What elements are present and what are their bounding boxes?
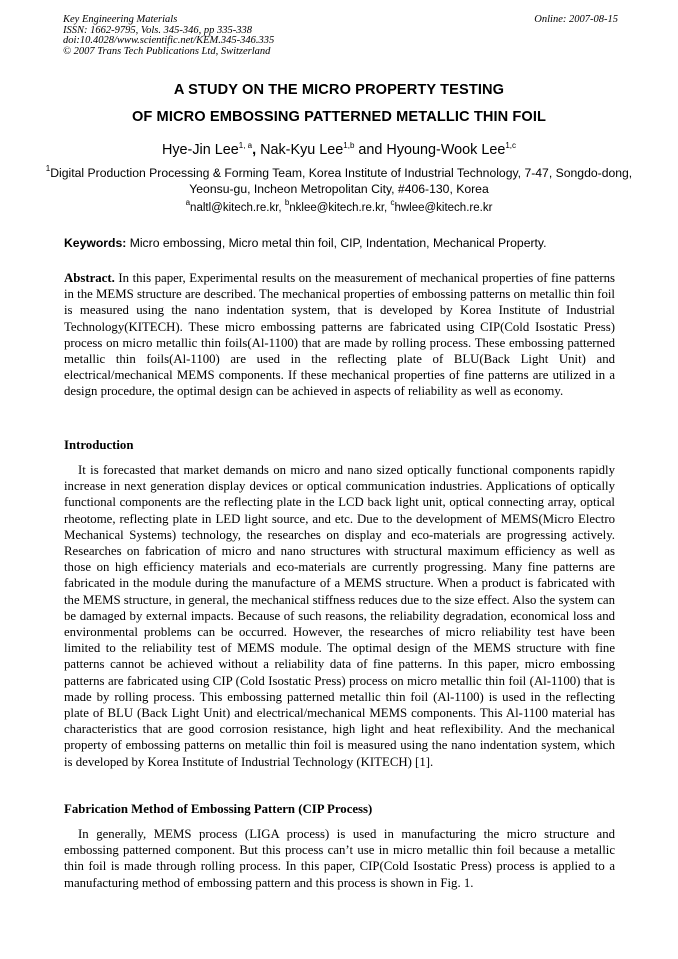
abstract [64, 270, 615, 400]
keywords-label: Keywords: [64, 236, 127, 250]
author-superscript: 1,c [505, 141, 517, 150]
author-superscript: 1, a [238, 141, 253, 150]
author-separator: , [252, 142, 257, 158]
copyright-line: © 2007 Trans Tech Publications Ltd, Switzerland [63, 45, 271, 57]
introduction-paragraph: It is forecasted that market demands on micro and nano sized optically functional components rapidly increase in next generation display devices or optical communication industries. Applications of optically functional components are the reflecting plate in the LCD back light unit, optical connecting array, optical rheotome, reflecting plate in LED light source, and etc. Due to the development of MEMS(Micro Electro Mechanical Systems) technology, the researches on display and eco-materials are progressing actively. Researches on fabrication of micro and nano structures with structural maximum efficiency as well as those on high efficiency materials and eco-materials are currently progressing. Many fine patterns are fabricated in the module during the manufacture of a MEMS structure. When a product is fabricated with the MEMS structure, in general, the mechanical stiffness reduces due to the size effect. Also the system can be damaged by external impacts. Because of such reasons, the reliability degradation, economical loss and environmental problems can be occurred. However, the researches of micro reliability test have been limited to the reliability test of MEMS module. The optimal design of the MEMS structure with fine patterns cannot be achieved without a reliability data of fine patterns. In this paper, micro embossing patterns are fabricated using CIP (Cold Isostatic Press) process on micro metallic thin foil (Al-1100) that is made by rolling process. This embossing patterned metallic thin foil (Al-1100) is used in the reflecting plate of BLU (Back Light Unit) and electrical/mechanical MEMS components. This Al-1100 material has characteristics that are good corrosion resistance, high light and heat reflexibility. And the mechanical property of embossing patterns on metallic thin foil is measured using the nano indentation system, which is developed by Korea Institute of Industrial Technology (KITECH) [1]. [64, 463, 615, 769]
author-name: Hyoung-Wook Lee [386, 142, 506, 158]
author-conjunction: and [354, 142, 387, 158]
author-emails [0, 198, 678, 214]
journal-name: Key Engineering Materials [63, 14, 178, 25]
email-superscript: a [185, 198, 191, 207]
author-list [0, 142, 678, 158]
journal-header [63, 15, 618, 57]
email-address: hwlee@kitech.re.kr [394, 202, 493, 214]
affiliation-text: Digital Production Processing & Forming Team, Korea Institute of Industrial Technology, 7-47, Songdo-dong, Yeonsu-gu, Incheon Metropolitan City, #406-130, Korea [50, 166, 633, 196]
issn-line: ISSN: 1662-9795, Vols. 345-346, pp 335-338 [63, 24, 252, 36]
section-heading-fabrication: Fabrication Method of Embossing Pattern (CIP Process) [64, 802, 373, 816]
affiliation [40, 165, 638, 197]
paper-title-line-1: A STUDY ON THE MICRO PROPERTY TESTING [173, 82, 505, 98]
author-name: Nak-Kyu Lee [256, 142, 344, 158]
online-date: Online: 2007-08-15 [534, 14, 618, 25]
author-name: Hye-Jin Lee [161, 142, 239, 158]
keywords-text: Micro embossing, Micro metal thin foil, CIP, Indentation, Mechanical Property. [126, 236, 547, 250]
fabrication-paragraph: In generally, MEMS process (LIGA process) is used in manufacturing the micro structure and embossing patterned component. But this process can’t use in micro metallic thin foil because a metallic thin foil is made through rolling process. In this paper, CIP(Cold Isostatic Press) process is applied to a manufacturing method of embossing pattern and this process is shown in Fig. 1. [64, 827, 615, 890]
section-heading-introduction: Introduction [64, 438, 134, 452]
doi-line: doi:10.4028/www.scientific.net/KEM.345-346.335 [63, 35, 275, 47]
affiliation-superscript: 1 [45, 164, 51, 173]
email-address: naltl@kitech.re.kr, [190, 202, 285, 214]
keywords [64, 236, 616, 250]
abstract-label: Abstract. [64, 271, 115, 285]
paper-title-line-2: OF MICRO EMBOSSING PATTERNED METALLIC THIN FOIL [131, 109, 547, 125]
email-superscript: c [390, 198, 395, 207]
email-address: nklee@kitech.re.kr, [289, 202, 391, 214]
author-superscript: 1,b [343, 141, 355, 150]
email-superscript: b [284, 198, 290, 207]
abstract-text: In this paper, Experimental results on the measurement of mechanical properties of fine patterns in the MEMS structure are described. The mechanical properties of embossing patterns on metallic thin foil is measured using the nano indentation system, that is developed by Korea Institute of Industrial Technology(KITECH). These micro embossing patterns are fabricated using CIP(Cold Isostatic Press) process on micro metallic thin foils(Al-1100) that are made by rolling process. These embossing patterned metallic thin foils(Al-1100) are used in the reflecting plate of BLU(Back Light Unit) and electrical/mechanical MEMS components. If these mechanical properties of fine patterns are utilized in a design procedure, the optimal design can be achieved in aspects of reliability as well as economy. [64, 271, 615, 399]
